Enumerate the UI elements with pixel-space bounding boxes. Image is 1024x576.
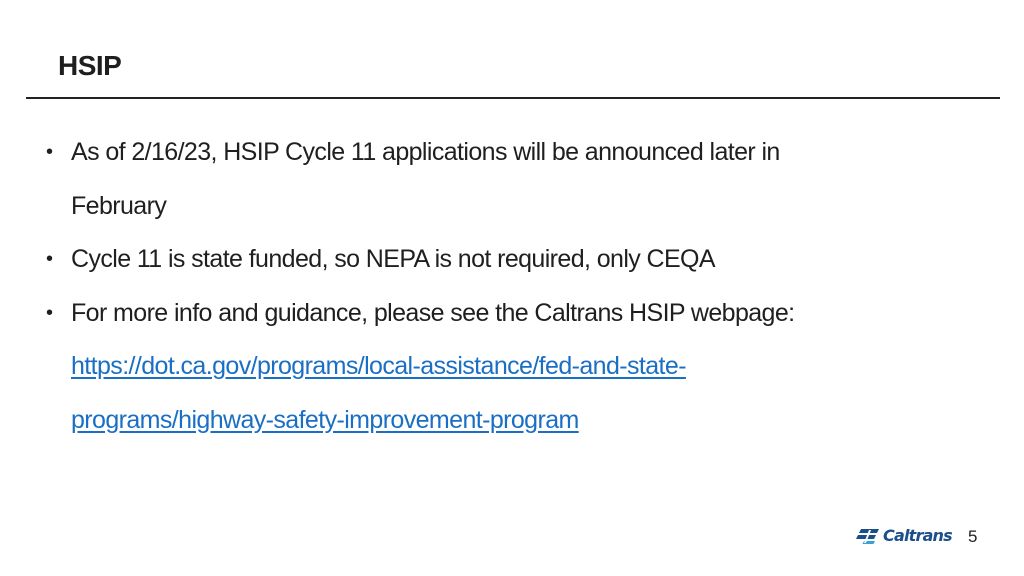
page-number: 5 [968,527,978,546]
bullet-item [46,287,816,448]
bullet-text: As of 2/16/23, HSIP Cycle 11 applications will be announced later in February [71,138,780,220]
caltrans-logo-icon [855,527,881,545]
bullet-item [46,233,816,287]
caltrans-logo [855,526,952,545]
bullet-item [46,126,816,233]
bullet-dot: • [46,248,53,270]
bullet-dot: • [46,301,53,324]
bullet-text: For more info and guidance, please see the Caltrans HSIP webpage: [71,298,795,327]
bullet-text: Cycle 11 is state funded, so NEPA is not required, only CEQA [71,245,715,273]
bullet-list [46,126,816,447]
caltrans-logo-text: Caltrans [883,526,952,545]
slide-title: HSIP [58,50,122,81]
hsip-webpage-link[interactable]: https://dot.ca.gov/programs/local-assistance/fed-and-state-programs/highway-safety-improvement-program [71,352,686,434]
bullet-dot: • [46,141,53,163]
title-divider [26,97,1000,99]
